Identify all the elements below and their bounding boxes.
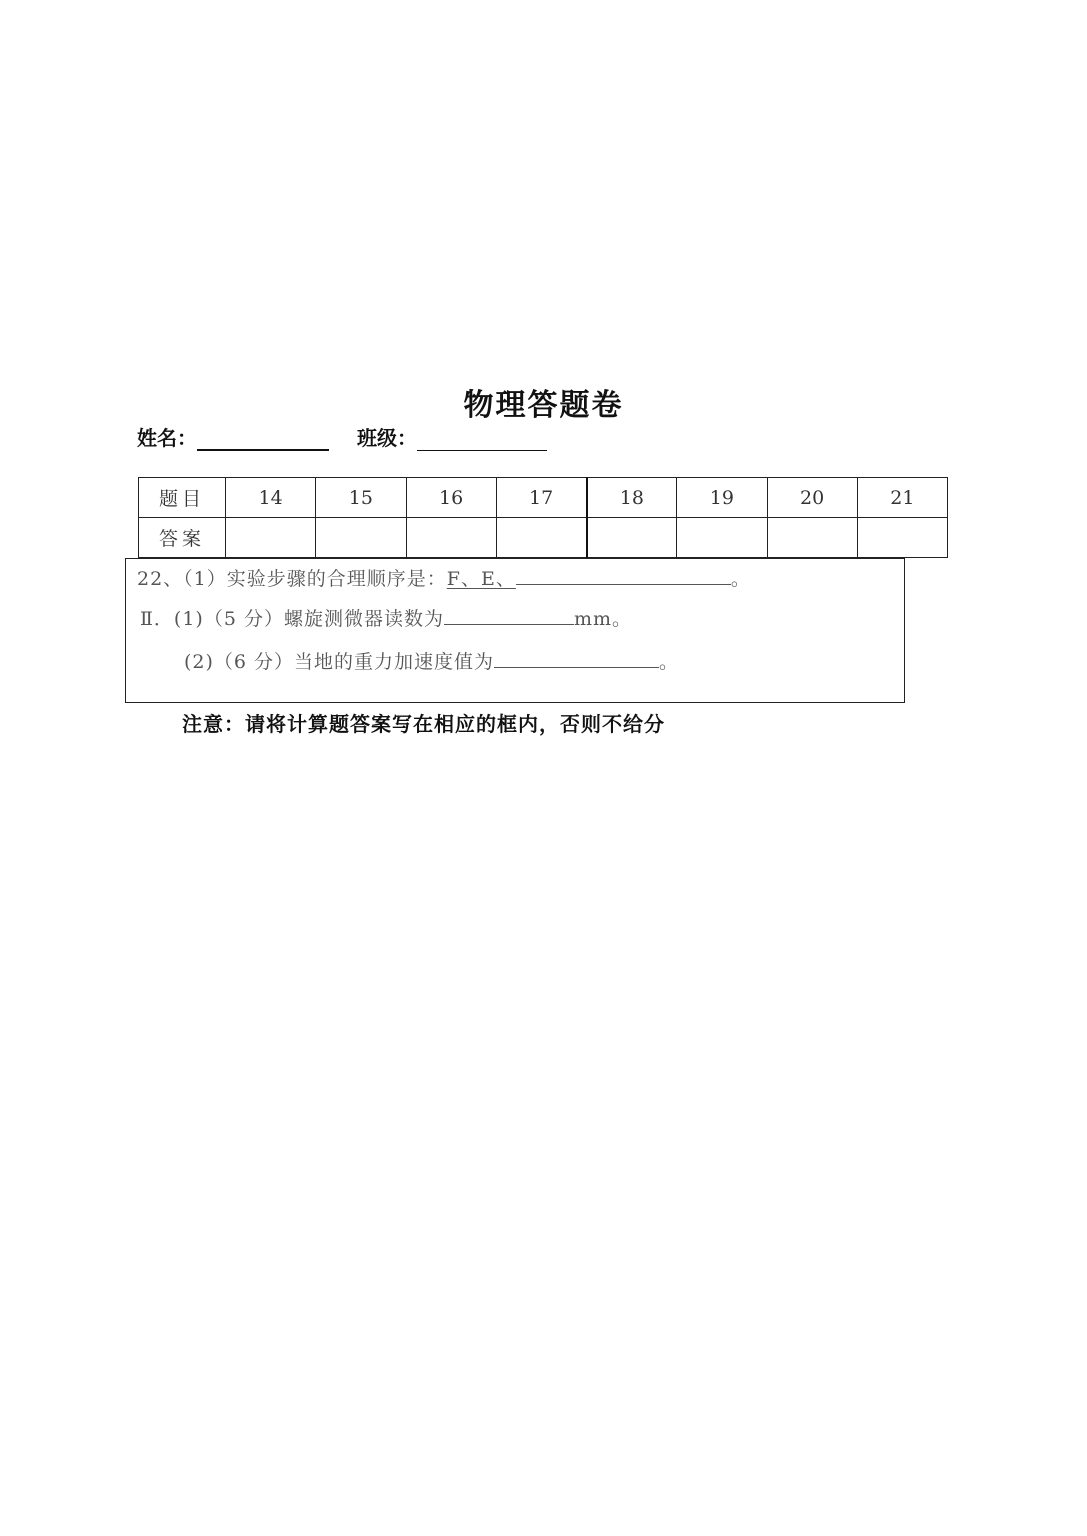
question-number-cell: 16 [406,478,496,518]
question-22-box [125,558,905,703]
q22-gravity-prompt: (2)（6 分）当地的重力加速度值为 [184,651,495,673]
question-header-cell: 题目 [139,478,226,518]
question-number-cell: 19 [677,478,767,518]
question-number-cell: 20 [767,478,857,518]
q22-micrometer-blank[interactable] [444,606,574,625]
question-number-row [139,478,948,518]
answer-cell[interactable] [767,518,857,558]
q22-micrometer-unit: mm。 [573,608,633,630]
q22-line3-end: 。 [659,651,680,673]
question-22-line-2 [140,604,632,631]
answer-cell[interactable] [496,518,586,558]
answer-row [139,518,948,558]
question-number-cell: 21 [857,478,947,518]
answer-cell[interactable] [857,518,947,558]
answer-table [138,477,948,558]
question-number-cell: 15 [316,478,406,518]
class-blank[interactable] [417,432,547,451]
question-number-cell: 17 [496,478,586,518]
q22-step-order-prompt: 22、（1）实验步骤的合理顺序是： [137,568,447,590]
q22-step-order-filled: F、E、 [446,568,516,590]
answer-cell[interactable] [677,518,767,558]
answer-cell[interactable] [226,518,316,558]
answer-cell[interactable] [316,518,406,558]
name-field [137,422,329,451]
question-number-cell: 18 [587,478,677,518]
answer-cell[interactable] [406,518,496,558]
question-22-line-1 [137,564,751,591]
q22-line1-end: 。 [730,568,751,590]
answer-header-cell: 答案 [139,518,226,558]
page-title: 物理答题卷 [463,388,624,423]
q22-step-order-blank[interactable] [516,566,731,585]
notice-text: 注意：请将计算题答案写在相应的框内，否则不给分 [182,712,665,736]
class-field [357,422,547,451]
q22-micrometer-prompt: Ⅱ．(1)（5 分）螺旋测微器读数为 [140,608,444,630]
answer-cell[interactable] [587,518,677,558]
question-22-line-3 [184,647,679,674]
q22-gravity-blank[interactable] [494,649,659,668]
name-label: 姓名： [137,426,197,450]
class-label: 班级： [357,426,417,450]
question-number-cell: 14 [226,478,316,518]
name-blank[interactable] [197,431,329,451]
